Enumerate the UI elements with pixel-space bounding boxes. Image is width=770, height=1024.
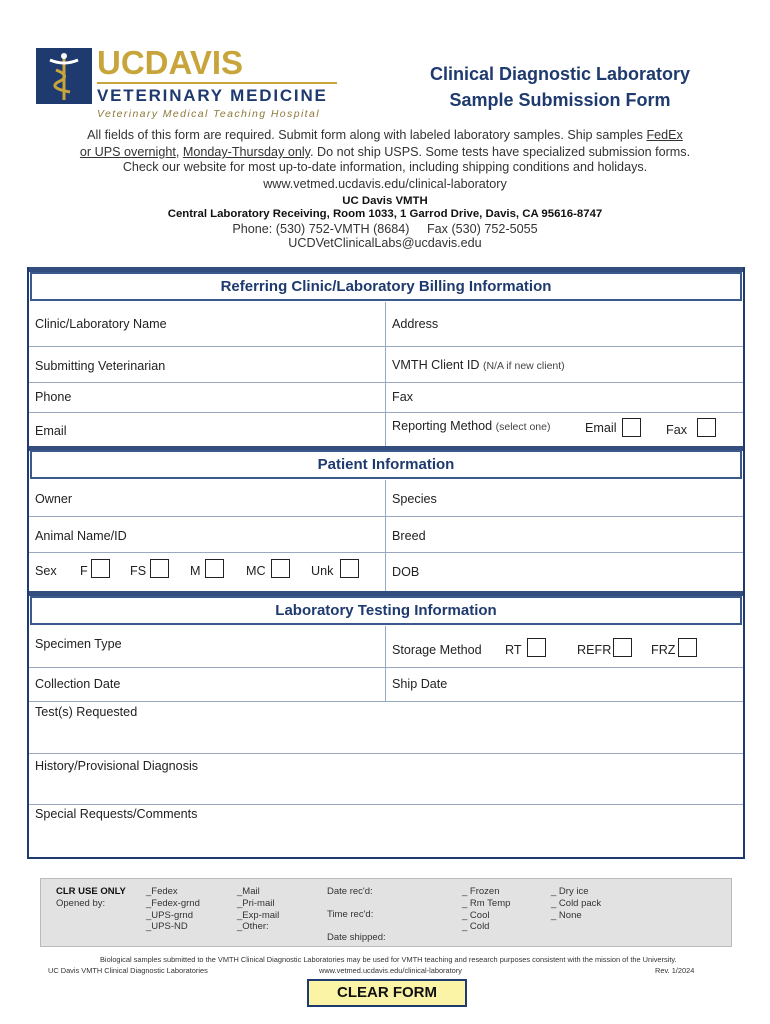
ups-text: or UPS overnight: [79, 145, 176, 159]
animal-id-label: Animal Name/ID: [35, 529, 127, 543]
website-link[interactable]: www.vetmed.ucdavis.edu/clinical-laboratory: [263, 177, 507, 191]
clr-temp-list: _ Frozen _ Rm Temp _ Cool _ Cold: [462, 886, 511, 933]
patient-divider: [385, 480, 386, 591]
storage-frz-label: FRZ: [651, 643, 676, 657]
tests-label: Test(s) Requested: [35, 705, 138, 719]
org-address: Central Laboratory Receiving, Room 1033, 1 Garrod Drive, Davis, CA 95616-8747: [167, 208, 603, 220]
phone-label: Phone: [35, 390, 72, 404]
row-divider: [29, 552, 743, 553]
storage-refr-label: REFR: [577, 643, 612, 657]
intro-sep: ,: [175, 145, 183, 159]
sex-fs-label: FS: [130, 564, 147, 578]
sex-label: Sex: [35, 564, 57, 578]
breed-label: Breed: [392, 529, 426, 543]
row-divider: [29, 667, 743, 668]
clear-form-button[interactable]: CLEAR FORM: [307, 979, 467, 1007]
ucdavis-wordmark: UCDAVIS: [97, 44, 244, 81]
storage-frz-checkbox[interactable]: [678, 638, 697, 657]
sex-unk-label: Unk: [311, 564, 334, 578]
fax-label: Fax: [392, 390, 413, 404]
storage-rt-checkbox[interactable]: [527, 638, 546, 657]
sex-mc-label: MC: [246, 564, 266, 578]
footer-disclaimer: Biological samples submitted to the VMTH Clinical Diagnostic Laboratories may be used for VMTH teaching and research purposes consistent with the mission of the University.: [100, 955, 677, 964]
row-divider: [29, 346, 743, 347]
storage-rt-label: RT: [505, 643, 522, 657]
clr-opened-by: Opened by:: [56, 898, 106, 909]
sex-fs-checkbox[interactable]: [150, 559, 169, 578]
patient-heading: Patient Information: [30, 450, 742, 479]
clr-mail-list: _Mail _Pri-mail _Exp-mail _Other:: [237, 886, 280, 933]
org-name: UC Davis VMTH: [342, 195, 428, 207]
email-link[interactable]: UCDVetClinicalLabs@ucdavis.edu: [288, 236, 482, 250]
history-label: History/Provisional Diagnosis: [35, 759, 199, 773]
specimen-label: Specimen Type: [35, 637, 122, 651]
vetmed-wordmark: VETERINARY MEDICINE: [97, 86, 328, 105]
ship-date-label: Ship Date: [392, 677, 448, 691]
intro-text: All fields of this form are required. Submit form along with labeled laboratory samples. Ship samples: [87, 128, 647, 142]
form-title-line2: Sample Submission Form: [449, 90, 671, 110]
sex-f-checkbox[interactable]: [91, 559, 110, 578]
footer-rev: Rev. 1/2024: [655, 966, 695, 975]
email-label: Email: [35, 424, 67, 438]
row-divider: [29, 701, 743, 702]
fedex-text: FedEx: [646, 128, 683, 142]
clinic-name-label: Clinic/Laboratory Name: [35, 317, 167, 331]
row-divider: [29, 382, 743, 383]
row-divider: [29, 516, 743, 517]
address-label: Address: [392, 317, 439, 331]
clr-carrier-list: _Fedex _Fedex-grnd _UPS-grnd _UPS-ND: [146, 886, 200, 933]
sex-f-label: F: [80, 564, 88, 578]
dob-label: DOB: [392, 565, 420, 579]
clr-date-recd: Date rec'd:: [327, 886, 373, 897]
reporting-text: Reporting Method: [392, 419, 493, 433]
clr-time-recd: Time rec'd:: [327, 909, 374, 920]
intro-rest: . Do not ship USPS. Some tests have specialized submission forms.: [310, 145, 691, 159]
row-divider: [29, 804, 743, 805]
client-id-note: (N/A if new client): [482, 360, 565, 372]
reporting-note: (select one): [495, 421, 551, 433]
form-title-line1: Clinical Diagnostic Laboratory: [429, 64, 691, 84]
row-divider: [29, 412, 743, 413]
days-text: Monday-Thursday only: [182, 145, 310, 159]
logo-rule: [97, 82, 337, 84]
sex-m-checkbox[interactable]: [205, 559, 224, 578]
client-id-text: VMTH Client ID: [392, 358, 480, 372]
report-email-checkbox[interactable]: [622, 418, 641, 437]
special-requests-label: Special Requests/Comments: [35, 807, 198, 821]
lab-divider: [385, 626, 386, 702]
owner-label: Owner: [35, 492, 73, 506]
report-fax-checkbox[interactable]: [697, 418, 716, 437]
intro-line3: Check our website for most up-to-date information, including shipping conditions and holidays.: [122, 160, 648, 174]
fax-text: Fax (530) 752-5055: [426, 222, 538, 236]
storage-refr-checkbox[interactable]: [613, 638, 632, 657]
footer-org: UC Davis VMTH Clinical Diagnostic Laboratories: [48, 966, 208, 975]
clr-use-box: [40, 878, 732, 947]
clr-pack-list: _ Dry ice _ Cold pack _ None: [551, 886, 602, 921]
billing-heading: Referring Clinic/Laboratory Billing Information: [30, 272, 742, 301]
caduceus-logo-icon: [36, 48, 92, 104]
sex-m-label: M: [190, 564, 201, 578]
footer-url: www.vetmed.ucdavis.edu/clinical-laboratory: [319, 966, 462, 975]
billing-divider: [385, 302, 386, 447]
logo-tagline: Veterinary Medical Teaching Hospital: [97, 108, 320, 120]
clr-title: CLR USE ONLY: [56, 886, 126, 897]
lab-heading: Laboratory Testing Information: [30, 596, 742, 625]
collection-date-label: Collection Date: [35, 677, 121, 691]
client-id-label: [392, 358, 565, 372]
intro-line1: [20, 127, 750, 144]
report-fax-label: Fax: [666, 423, 687, 437]
storage-label: Storage Method: [392, 643, 482, 657]
reporting-label: [392, 419, 550, 433]
phone-text: Phone: (530) 752-VMTH (8684): [232, 222, 410, 236]
species-label: Species: [392, 492, 437, 506]
row-divider: [29, 753, 743, 754]
form-title: [380, 61, 740, 113]
report-email-label: Email: [585, 421, 617, 435]
sex-unk-checkbox[interactable]: [340, 559, 359, 578]
sex-mc-checkbox[interactable]: [271, 559, 290, 578]
clr-date-shipped: Date shipped:: [327, 932, 386, 943]
veterinarian-label: Submitting Veterinarian: [35, 359, 166, 373]
